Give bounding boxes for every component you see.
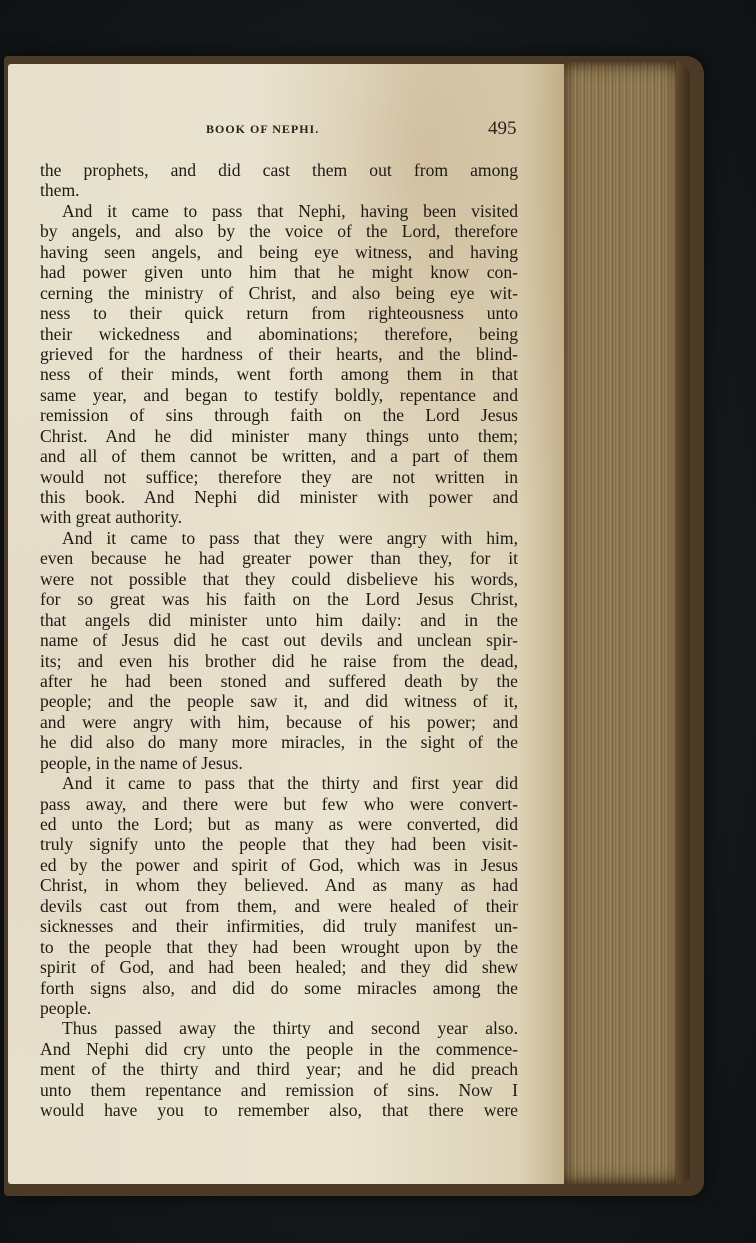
text-line: sicknesses and their infirmities, did truly manifest un- [40,916,518,937]
text-line: pass away, and there were but few who were convert- [40,793,518,814]
running-head: BOOK OF NEPHI. [206,122,320,136]
paragraph-start-line: And it came to pass that the thirty and first year did [62,773,518,794]
text-line: this book. And Nephi did minister with power and [40,487,518,507]
text-line: And Nephi did cry unto the people in the commence- [40,1038,518,1059]
text-line: by angels, and also by the voice of the Lord, therefore [40,221,518,242]
text-line: unto them repentance and remission of sins. Now I [40,1079,518,1100]
text-line: for so great was his faith on the Lord Jesus Christ, [40,589,518,610]
text-line: the prophets, and did cast them out from among [40,160,518,180]
text-line: ed by the power and spirit of God, which was in Jesus [40,854,518,875]
page-edges [560,62,690,1184]
text-line: people. [40,997,92,1018]
paragraph-start-line: Thus passed away the thirty and second year also. [62,1018,518,1039]
page-number: 495 [488,118,517,139]
text-line: ment of the thirty and third year; and he did preach [40,1059,518,1080]
text-line: that angels did minister unto him daily: and in the [40,609,518,630]
text-line: to the people that they had been wrought upon by the [40,936,518,957]
text-line: ness of their minds, went forth among them in that [40,364,518,385]
text-line: name of Jesus did he cast out devils and unclean spir- [40,630,518,651]
text-line: were not possible that they could disbelieve his words, [40,568,518,589]
text-line: and were angry with him, because of his power; and [40,711,518,732]
text-line: truly signify unto the people that they had been visit- [40,834,518,855]
text-line: he did also do many more miracles, in the sight of the [40,732,518,753]
paragraph-start-line: And it came to pass that Nephi, having been visited [62,200,518,221]
text-line: same year, and began to testify boldly, repentance and [40,384,518,405]
text-line: its; and even his brother did he raise from the dead, [40,650,518,671]
text-line: devils cast out from them, and were healed of their [40,895,518,916]
text-line: people, in the name of Jesus. [40,752,243,773]
text-line: people; and the people saw it, and did witness of it, [40,691,518,712]
text-line: even because he had greater power than they, for it [40,548,518,569]
text-line: grieved for the hardness of their hearts, and the blind- [40,343,518,364]
text-line: ed unto the Lord; but as many as were converted, did [40,814,518,834]
book-page [8,64,564,1184]
text-line: after he had been stoned and suffered death by the [40,670,518,691]
text-line: ness to their quick return from righteousness unto [40,303,518,324]
text-line: would not suffice; therefore they are not written in [40,466,518,487]
text-line: forth signs also, and did do some miracles among the [40,977,518,998]
text-line: and all of them cannot be written, and a part of them [40,446,518,467]
paragraph-start-line: And it came to pass that they were angry with him, [62,527,518,548]
text-line: them. [40,180,80,201]
text-line: having seen angels, and being eye witness, and having [40,241,518,262]
text-line: remission of sins through faith on the Lord Jesus [40,405,518,426]
text-line: their wickedness and abominations; therefore, being [40,323,518,344]
text-line: Christ, in whom they believed. And as many as had [40,875,518,896]
text-line: with great authority. [40,507,183,528]
text-line: spirit of God, and had been healed; and they did shew [40,957,518,978]
text-line: had power given unto him that he might know con- [40,262,518,283]
text-line: cerning the ministry of Christ, and also being eye wit- [40,282,518,303]
body-text [40,160,518,1121]
text-line: Christ. And he did minister many things unto them; [40,425,518,446]
text-line: would have you to remember also, that there were [40,1100,518,1121]
page-header [8,118,564,144]
